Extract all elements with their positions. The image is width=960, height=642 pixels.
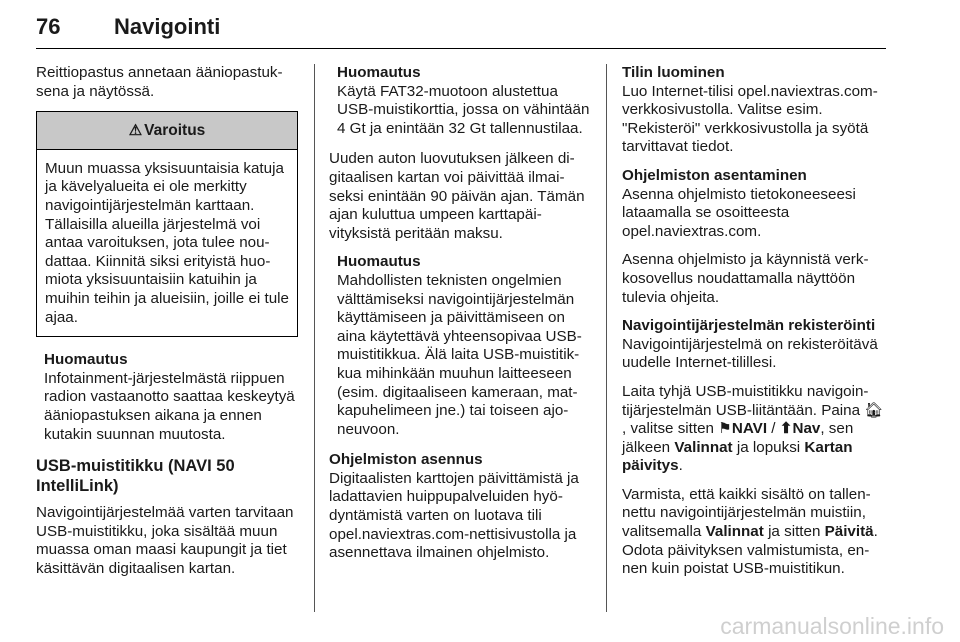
note-title: Huomautus xyxy=(44,351,128,369)
nav-arrow-icon: ⬆ xyxy=(779,420,793,438)
note-compatible-usb xyxy=(337,253,591,439)
account-heading: Tilin luominen xyxy=(622,64,725,81)
flag-icon: ⚑ xyxy=(718,420,732,438)
warning-title: Varoitus xyxy=(144,122,206,140)
section-title: Navigointi xyxy=(114,14,221,39)
page-number: 76 xyxy=(36,14,61,39)
column-right xyxy=(622,64,886,589)
register-heading: Navigointijärjestelmän rekisteröinti xyxy=(622,317,876,335)
note-infotainment xyxy=(44,351,298,444)
software-text-2: Asenna ohjelmisto ja käynnistä verkkosovellus noudattamalla näyttöön tulevia ohjeita. xyxy=(622,251,869,306)
watermark: carmanualsonline.info xyxy=(720,613,944,639)
note-title: Huomautus xyxy=(337,64,421,81)
column-divider-left xyxy=(314,64,315,612)
note-text: Käytä FAT32-muotoon alustettua USB-muistikorttia, jossa on vähintään 4 Gt ja enintään 32 Gt tallennustilaa. xyxy=(337,82,590,137)
column-middle xyxy=(329,64,591,573)
install-heading: Ohjelmiston asennus xyxy=(329,451,483,469)
intro-text: Reittiopastus annetaan ääniopastuksena ja näytössä. xyxy=(36,64,283,100)
software-text: Asenna ohjelmisto tietokoneeseesi lataamalla se osoitteesta opel.naviextras.com. xyxy=(622,185,856,240)
usb-subheading: USB-muistitikku (NAVI 50 IntelliLink) xyxy=(36,457,235,496)
home-icon: 🏠︎ xyxy=(864,401,884,419)
note-fat32 xyxy=(337,64,591,138)
warning-text: Muun muassa yksisuuntaisia katuja ja kävelyalueita ei ole merkitty navigointijärjestelmän karttaan. Tällaisilla alueilla järjestelmä voi antaa varoituksen, jota tulee noudattaa. Kiinnitä siksi erityistä huomiota yksisuuntaisiin katuihin ja muihin teihin ja alueisiin, joille ei tule ajaa. xyxy=(45,159,289,326)
software-heading: Ohjelmiston asentaminen xyxy=(622,166,807,184)
account-text: Luo Internet-tilisi opel.naviextras.com-verkkosivustolla. Valitse esim. "Rekisteröi" verkkosivustolla ja syötä tarvittavat tiedot. xyxy=(622,82,878,156)
map-update-paragraph: Uuden auton luovutuksen jälkeen digitaalisen kartan voi päivittää ilmaiseksi enintään 90 päivän ajan. Tämän ajan kuluttua umpeen karttapäivityksistä peritään maksu. xyxy=(329,150,585,242)
register-instructions: Laita tyhjä USB-muistitikku navigointijärjestelmän USB-liitäntään. Paina 🏠︎, valitse sitten ⚑NAVI / ⬆Nav, sen jälkeen Valinnat ja lopuksi Kartan päivitys. xyxy=(622,382,884,475)
page-header xyxy=(36,4,886,49)
note-title: Huomautus xyxy=(337,253,421,271)
column-divider-right xyxy=(606,64,607,612)
note-text: Mahdollisten teknisten ongelmien välttämiseksi navigointijärjestelmän käyttämiseen ja päivittämiseen on aina käytettävä yhteensopivaa USB-muistitikkua. Älä laita USB-muistitikkua mihinkään muuhun laitteeseen (esim. digitaaliseen kameraan, matkapuhelimeen jne.) tai toiseen ajoneuvoon. xyxy=(337,271,582,438)
warning-header xyxy=(37,112,297,150)
note-text: Infotainment-järjestelmästä riippuen radion vastaanotto saattaa keskeytyä ääniopastuksen aikana ja ennen kutakin suunnan muutosta. xyxy=(44,369,295,443)
usb-paragraph: Navigointijärjestelmää varten tarvitaan USB-muistitikku, joka sisältää muun muassa oman maasi kaupungit ja tiet käsittävän digitaalisen kartan. xyxy=(36,504,294,577)
install-text: Digitaalisten karttojen päivittämistä ja ladattavien huippupalveluiden hyödyntämistä varten on luotava tili opel.naviextras.com-nettisivustolla ja asennettava ilmainen ohjelmisto. xyxy=(329,469,579,562)
warning-box xyxy=(36,111,298,337)
update-instructions: Varmista, että kaikki sisältö on tallennettu navigointijärjestelmän muistiin, valitsemalla Valinnat ja sitten Päivitä. Odota päivityksen valmistumista, ennen kuin poistat USB-muistitikun. xyxy=(622,485,878,578)
column-left xyxy=(36,64,298,588)
register-text: Navigointijärjestelmä on rekisteröitävä uudelle Internet-tilillesi. xyxy=(622,335,878,372)
warning-triangle-icon: ⚠ xyxy=(128,122,143,140)
